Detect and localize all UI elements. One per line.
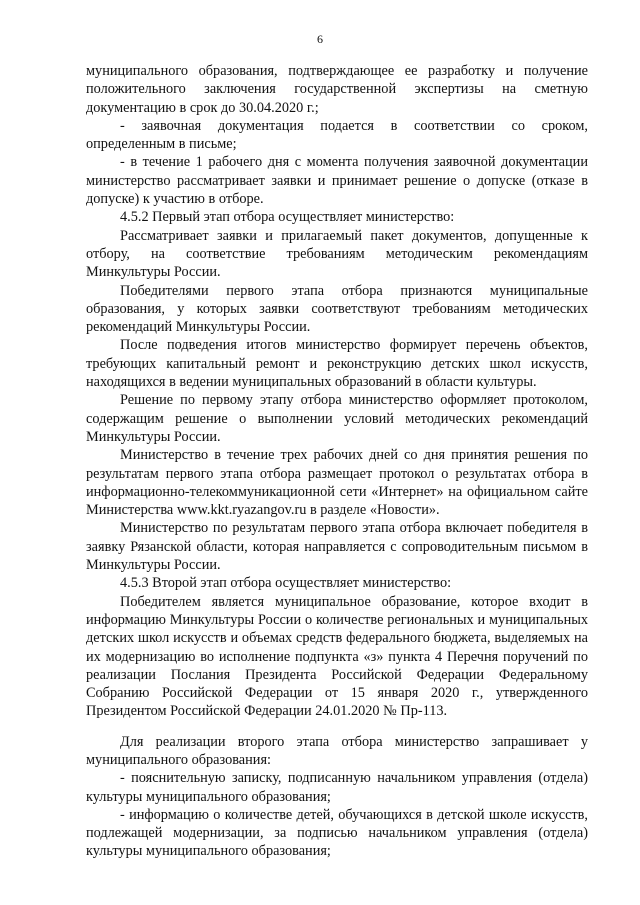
paragraph: - заявочная документация подается в соответствии со сроком, определенным в письме;: [86, 117, 588, 153]
page-number: 6: [317, 32, 323, 46]
list-item: - информацию о количестве детей, обучающихся в детской школе искусств, подлежащей модернизации, за подписью начальником управления (отдела) культуры муниципального образования;: [86, 806, 588, 860]
paragraph: Рассматривает заявки и прилагаемый пакет документов, допущенные к отбору, на соответствие требованиям методическим рекомендациям Минкультуры России.: [86, 227, 588, 281]
list-item: - пояснительную записку, подписанную начальником управления (отдела) культуры муниципального образования;: [86, 770, 588, 805]
paragraph: Министерство в течение трех рабочих дней со дня принятия решения по результатам первого этапа отбора размещает протокол о результатах отбора в информационно-телекоммуникационной сети «Интернет» на официальном сайте Министерства www.kkt.ryazangov.ru в разделе «Новости».: [86, 447, 588, 519]
paragraph: Победителем является муниципальное образование, которое входит в информацию Минкультуры России о количестве региональных и муниципальных детских школ искусств и объемах средств федерального бюджета, выделяемых на их модернизацию во исполнение подпункта «з» пункта 4 Перечня поручений по реализации Послания Президента Российской Федерации Федеральному Собранию Российской Федерации от 15 января 2020 г., утвержденного Президентом Российской Федерации 24.01.2020 № Пр-113.: [86, 593, 588, 720]
section-heading: 4.5.3 Второй этап отбора осуществляет министерство:: [120, 575, 452, 592]
paragraph: муниципального образования, подтверждающее ее разработку и получение положительного заключения государственной экспертизы на сметную документацию в срок до 30.04.2020 г.;: [86, 63, 588, 116]
paragraph: Министерство по результатам первого этапа отбора включает победителя в заявку Рязанской области, которая направляется с сопроводительным письмом в Минкультуры России.: [86, 520, 588, 574]
paragraph: Победителями первого этапа отбора признаются муниципальные образования, у которых заявки соответствуют требованиям методических рекомендаций Минкультуры России.: [86, 282, 588, 336]
section-heading: 4.5.2 Первый этап отбора осуществляет министерство:: [120, 209, 455, 226]
document-body: [86, 62, 588, 861]
paragraph: Для реализации второго этапа отбора министерство запрашивает у муниципального образования:: [86, 733, 588, 768]
paragraph: - в течение 1 рабочего дня с момента получения заявочной документации министерство рассматривает заявки и принимает решение о допуске (отказе в допуске) к участию в отборе.: [86, 154, 588, 208]
paragraph: Решение по первому этапу отбора министерство оформляет протоколом, содержащим решение о выполнении условий методических рекомендаций Минкультуры России.: [86, 392, 588, 445]
paragraph: После подведения итогов министерство формирует перечень объектов, требующих капитальный ремонт и реконструкцию детских школ искусств, находящихся в ведении муниципальных образований в области культуры.: [86, 337, 588, 391]
